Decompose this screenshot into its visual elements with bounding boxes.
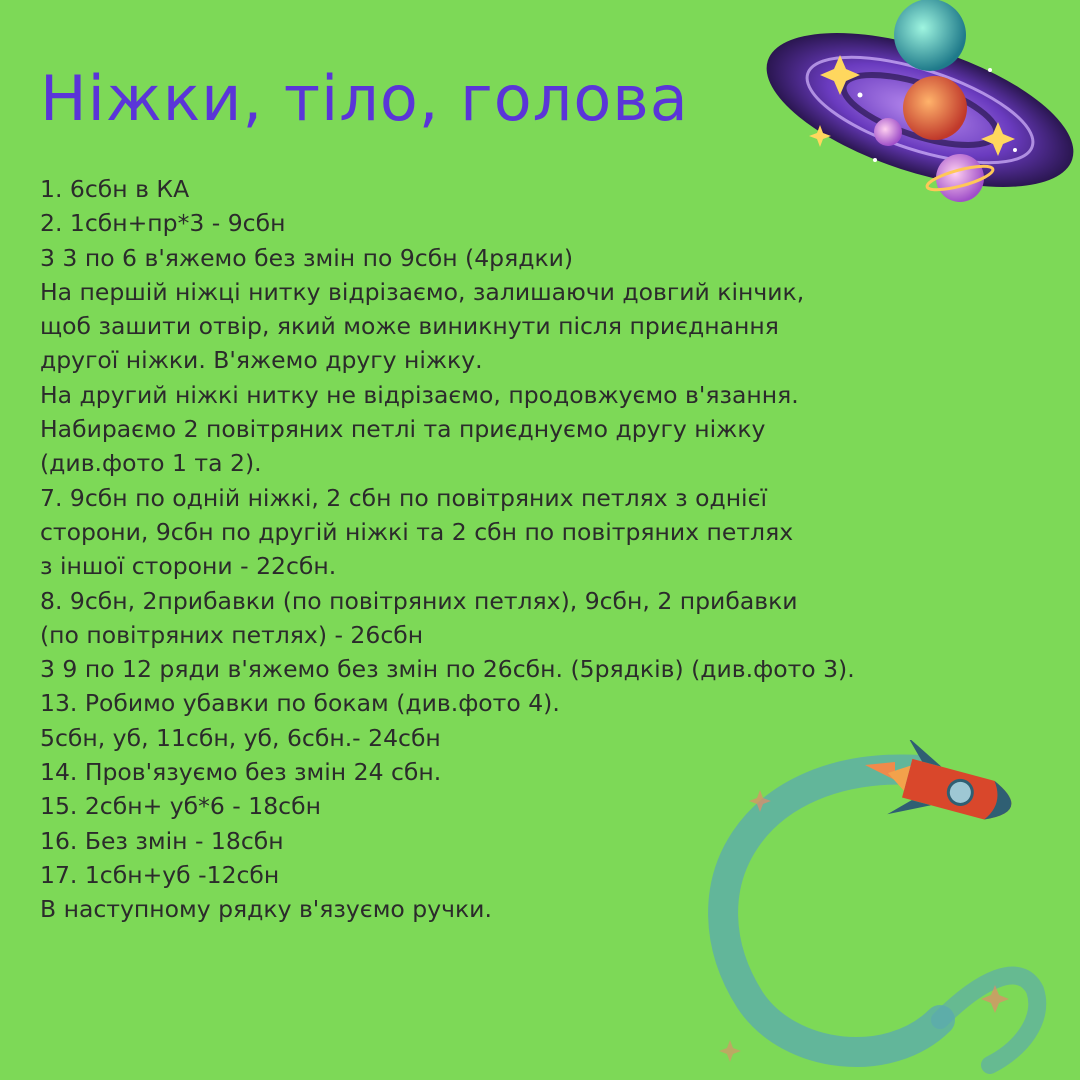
instruction-line: з іншої сторони - 22сбн.: [40, 552, 337, 581]
instruction-line: Набираємо 2 повітряних петлі та приєднуємо другу ніжку: [40, 415, 766, 444]
instruction-line: 5сбн, уб, 11сбн, уб, 6сбн.- 24сбн: [40, 723, 441, 752]
instruction-line: 16. Без змін - 18сбн: [40, 826, 284, 855]
instruction-line: 1. 6сбн в КА: [40, 175, 190, 203]
instruction-line: 7. 9сбн по одній ніжкі, 2 сбн по повітряних петлях з однієї: [40, 483, 768, 512]
instruction-line: (див.фото 1 та 2).: [40, 449, 262, 478]
instruction-line: 15. 2сбн+ уб*6 - 18сбн: [40, 792, 321, 821]
instruction-line: щоб зашити отвір, який може виникнути після приєднання: [40, 312, 779, 341]
instruction-line: (по повітряних петлях) - 26сбн: [40, 620, 424, 649]
instruction-line: сторони, 9сбн по другій ніжкі та 2 сбн по повітряних петлях: [40, 517, 794, 546]
instruction-line: 14. Пров'язуємо без змін 24 сбн.: [40, 758, 442, 787]
instruction-line: 8. 9сбн, 2прибавки (по повітряних петлях), 9сбн, 2 прибавки: [40, 586, 798, 615]
instruction-line: 3 3 по 6 в'яжемо без змін по 9сбн (4рядки): [40, 243, 574, 272]
instruction-line: 13. Робимо убавки по бокам (див.фото 4).: [40, 689, 560, 718]
instruction-line: другої ніжки. В'яжемо другу ніжку.: [40, 346, 483, 375]
instruction-line: В наступному рядку в'язуємо ручки.: [40, 895, 492, 924]
instruction-line: 2. 1сбн+пр*3 - 9сбн: [40, 209, 286, 238]
rocket-illustration: [690, 740, 1080, 1080]
instruction-line: На першій ніжці нитку відрізаємо, залишаючи довгий кінчик,: [40, 277, 805, 306]
page-title: Ніжки, тіло, голова: [40, 62, 689, 135]
instruction-line: На другий ніжкі нитку не відрізаємо, продовжуємо в'язання.: [40, 380, 799, 409]
instruction-line: 3 9 по 12 ряди в'яжемо без змін по 26сбн. (5рядків) (див.фото 3).: [40, 655, 855, 684]
galaxy-illustration: [750, 0, 1080, 210]
instruction-line: 17. 1сбн+уб -12сбн: [40, 860, 280, 889]
